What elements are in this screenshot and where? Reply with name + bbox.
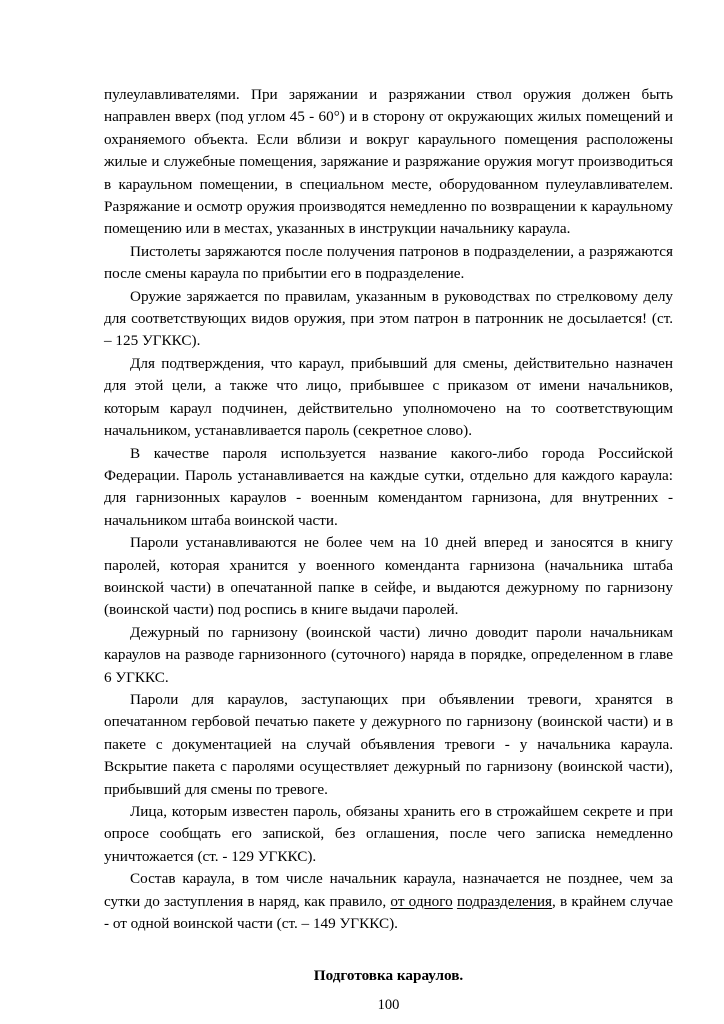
paragraph-10 [104, 868, 673, 935]
paragraph-10-text-end: , в крайнем случае - от одной воинской части (ст. – 149 УГККС). [104, 892, 673, 933]
paragraph-7: Дежурный по гарнизону (воинской части) лично доводит пароли начальникам караулов на разводе гарнизонного (суточного) наряда в порядке, определенном в главе 6 УГККС. [104, 623, 673, 686]
page-number: 100 [377, 997, 400, 1014]
section-heading: Подготовка караулов. [313, 967, 464, 985]
paragraph-1: пулеулавливателями. При заряжании и разряжании ствол оружия должен быть направлен вверх (под углом 45 - 60°) и в сторону от окружающих жилых помещений и охраняемого объекта. Если вблизи и вокруг караульного помещения расположены жилые и служебные помещения, заряжание и разряжание оружия могут производиться в караульном помещении, в специальном месте, оборудованном пулеулавливателем. Разряжание и осмотр оружия производятся немедленно по возвращении к караульному помещению или в местах, указанных в инструкции начальнику караула. [104, 86, 673, 238]
paragraph-9: Лица, которым известен пароль, обязаны хранить его в строжайшем секрете и при опросе сообщать его запиской, без оглашения, после чего записка немедленно уничтожается (ст. - 129 УГККС). [104, 803, 673, 865]
paragraph-6: Пароли устанавливаются не более чем на 10 дней вперед и заносятся в книгу паролей, которая хранится у военного коменданта гарнизона (начальника штаба воинской части) в опечатанной папке в сейфе, и выдаются дежурному по гарнизону (воинской части) под роспись в книге выдачи паролей. [104, 534, 673, 619]
paragraph-3: Оружие заряжается по правилам, указанным в руководствах по стрелковому делу для соответствующих видов оружия, при этом патрон в патронник не досылается! (ст. – 125 УГККС). [104, 287, 673, 350]
paragraph-8: Пароли для караулов, заступающих при объявлении тревоги, хранятся в опечатанном гербовой печатью пакете у дежурного по гарнизону (воинской части) и в пакете с документацией на случай объявления тревоги - у начальника караула. Вскрытие пакета с паролями осуществляет дежурный по гарнизону (воинской части), прибывший для смены по тревоге. [104, 690, 673, 798]
paragraph-4: Для подтверждения, что караул, прибывший для смены, действительно назначен для этой цели, а также что лицо, прибывшее с приказом от имени начальников, которым караул подчинен, действительно уполномочено на то соответствующим начальником, устанавливается пароль (секретное слово). [104, 354, 673, 440]
document-page [104, 84, 673, 1015]
underlined-word-podrazdeleniya: подразделения [456, 892, 553, 910]
paragraph-2: Пистолеты заряжаются после получения патронов в подразделении, а разряжаются после смены караула по прибытии его в подразделение. [104, 242, 673, 283]
paragraph-10-text-start: Состав караула, в том числе начальник караула, назначается не позднее, чем за сутки до заступления в наряд, как правило, [104, 870, 673, 910]
paragraph-5: В качестве пароля используется название какого-либо города Российской Федерации. Пароль устанавливается на каждые сутки, отдельно для каждого караула: для гарнизонных караулов - военным комендантом гарнизона, для внутренних - начальником штаба воинской части. [104, 444, 673, 529]
underlined-phrase-ot-odnogo: от одного [390, 892, 453, 910]
